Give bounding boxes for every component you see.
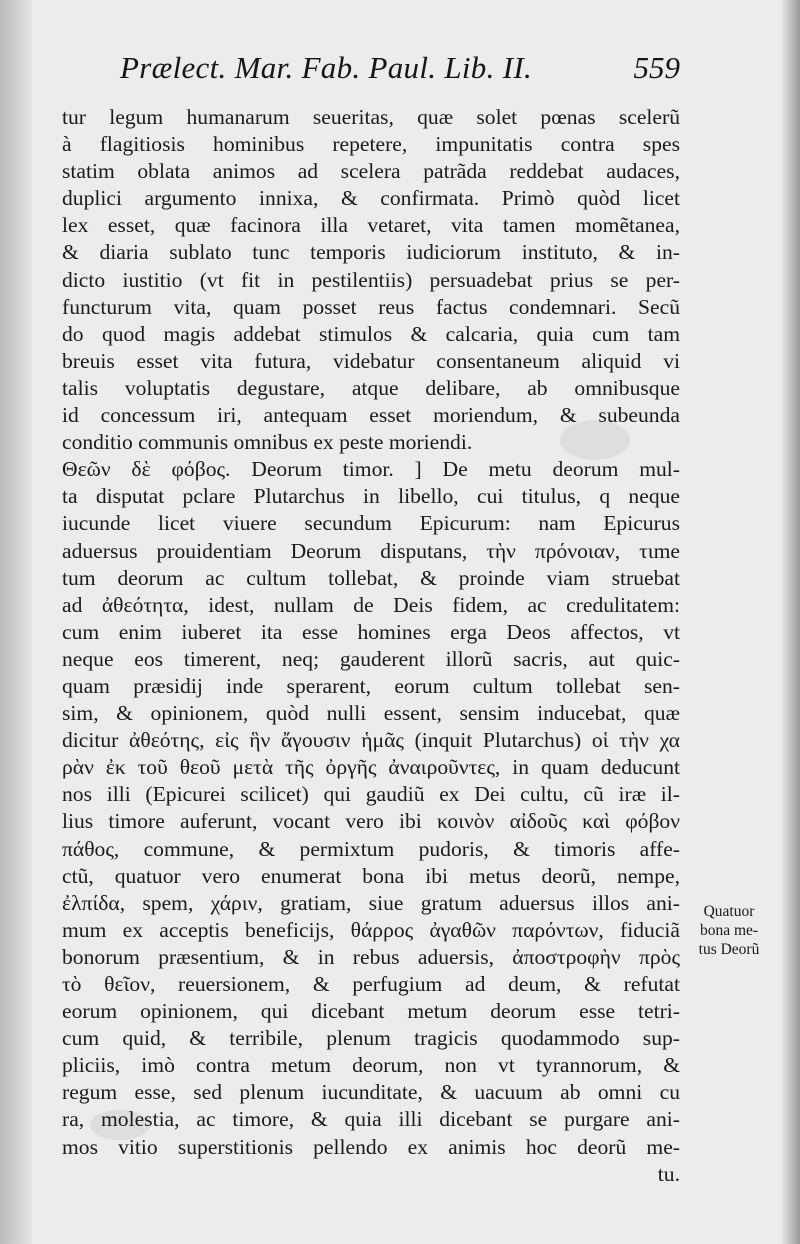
text-line: dicitur ἀθεότης, εἰς ἣν ἄγουσιν ἡμᾶς (inquit Plutarchus) οἱ τὴν χα bbox=[62, 728, 680, 753]
text-line: & diaria sublato tunc temporis iudiciorum instituto, & in- bbox=[62, 240, 680, 265]
text-line: duplici argumento innixa, & confirmata. Primò quòd licet bbox=[62, 186, 680, 211]
text-line: ρὰν ἐκ τοῦ θεοῦ μετὰ τῆς ὀργῆς ἀναιροῦντες, in quam deducunt bbox=[62, 755, 680, 780]
text-line: neque eos timerent, neq; gauderent illorũ sacris, aut quic- bbox=[62, 646, 680, 671]
main-text-block bbox=[62, 104, 680, 1188]
text-line: talis voluptatis degustare, atque delibare, ab omnibusque bbox=[62, 375, 680, 400]
text-line: mum ex acceptis beneficijs, θάρρος ἀγαθῶν παρόντων, fiduciã bbox=[62, 917, 680, 942]
text-line: tu. bbox=[657, 1161, 680, 1186]
text-line: ra, molestia, ac timore, & quia illi dicebant se purgare ani- bbox=[62, 1107, 680, 1132]
text-line: breuis esset vita futura, videbatur consentaneum aliquid vi bbox=[62, 348, 680, 373]
marginal-note-line: Quatuor bbox=[703, 903, 755, 920]
text-line: ad ἀθεότητα, idest, nullam de Deis fidem, ac credulitatem: bbox=[62, 592, 680, 617]
text-line: id concessum iri, antequam esset moriendum, & subeunda bbox=[62, 403, 680, 428]
page-header bbox=[120, 50, 680, 94]
text-line: functurum vita, quam posset reus factus condemnari. Secũ bbox=[62, 294, 680, 319]
text-line: tum deorum ac cultum tollebat, & proinde viam struebat bbox=[62, 565, 680, 590]
text-line: ctũ, quatuor vero enumerat bona ibi metus deorũ, nempe, bbox=[62, 863, 680, 888]
text-line: mos vitio superstitionis pellendo ex animis hoc deorũ me- bbox=[62, 1134, 680, 1159]
marginal-note bbox=[688, 902, 770, 959]
page-number: 559 bbox=[633, 50, 680, 85]
text-line: conditio communis omnibus ex peste moriendi. bbox=[62, 430, 473, 455]
text-line: lius timore auferunt, vocant vero ibi κοινὸν αἰδοῦς καὶ φόβον bbox=[62, 809, 680, 834]
text-line: πάθος, commune, & permixtum pudoris, & timoris affe- bbox=[62, 836, 680, 861]
text-line: ta disputat pclare Plutarchus in libello, cui titulus, q neque bbox=[62, 484, 680, 509]
text-line: aduersus prouidentiam Deorum disputans, τὴν πρόνοιαν, τιme bbox=[62, 538, 680, 563]
text-line: à flagitiosis hominibus repetere, impunitatis contra spes bbox=[62, 132, 680, 157]
text-line: do quod magis addebat stimulos & calcaria, quia cum tam bbox=[62, 321, 680, 346]
marginal-note-line: tus Deorũ bbox=[698, 941, 760, 958]
text-line: cum enim iuberet ita esse homines erga Deos affectos, vt bbox=[62, 619, 680, 644]
text-line: pliciis, imò contra metum deorum, non vt tyrannorum, & bbox=[62, 1053, 680, 1078]
text-line: quam præsidij inde sperarent, eorum cultum tollebat sen- bbox=[62, 673, 680, 698]
text-line: statim oblata animos ad scelera patrãda reddebat audaces, bbox=[62, 159, 680, 184]
text-line: cum quid, & terribile, plenum tragicis quodammodo sup- bbox=[62, 1026, 680, 1051]
text-line: dicto iustitio (vt fit in pestilentiis) persuadebat prius se per- bbox=[62, 267, 680, 292]
text-line: iucunde licet viuere secundum Epicurum: nam Epicurus bbox=[62, 511, 680, 536]
text-line: eorum opinionem, qui dicebant metum deorum esse tetri- bbox=[62, 999, 680, 1024]
text-line: lex esset, quæ facinora illa vetaret, vita tamen momẽtanea, bbox=[62, 213, 680, 238]
marginal-note-line: bona me- bbox=[699, 922, 759, 939]
text-line: bonorum præsentium, & in rebus aduersis, ἀποστροφὴν πρὸς bbox=[62, 944, 680, 969]
text-line: ἐλπίδα, spem, χάριν, gratiam, siue gratum aduersus illos ani- bbox=[62, 890, 680, 915]
text-line: nos illi (Epicurei scilicet) qui gaudiũ ex Dei cultu, cũ iræ il- bbox=[62, 782, 680, 807]
text-line: τὸ θεῖον, reuersionem, & perfugium ad deum, & refutat bbox=[62, 972, 680, 996]
text-line: sim, & opinionem, quòd nulli essent, sensim inducebat, quæ bbox=[62, 701, 680, 726]
text-line: regum esse, sed plenum iucunditate, & uacuum ab omni cu bbox=[62, 1080, 680, 1105]
text-line: Θεῶν δὲ φόβος. Deorum timor. ] De metu deorum mul- bbox=[62, 457, 680, 482]
text-line: tur legum humanarum seueritas, quæ solet pœnas scelerũ bbox=[62, 105, 680, 129]
running-title: Prælect. Mar. Fab. Paul. Lib. II. bbox=[120, 50, 533, 85]
